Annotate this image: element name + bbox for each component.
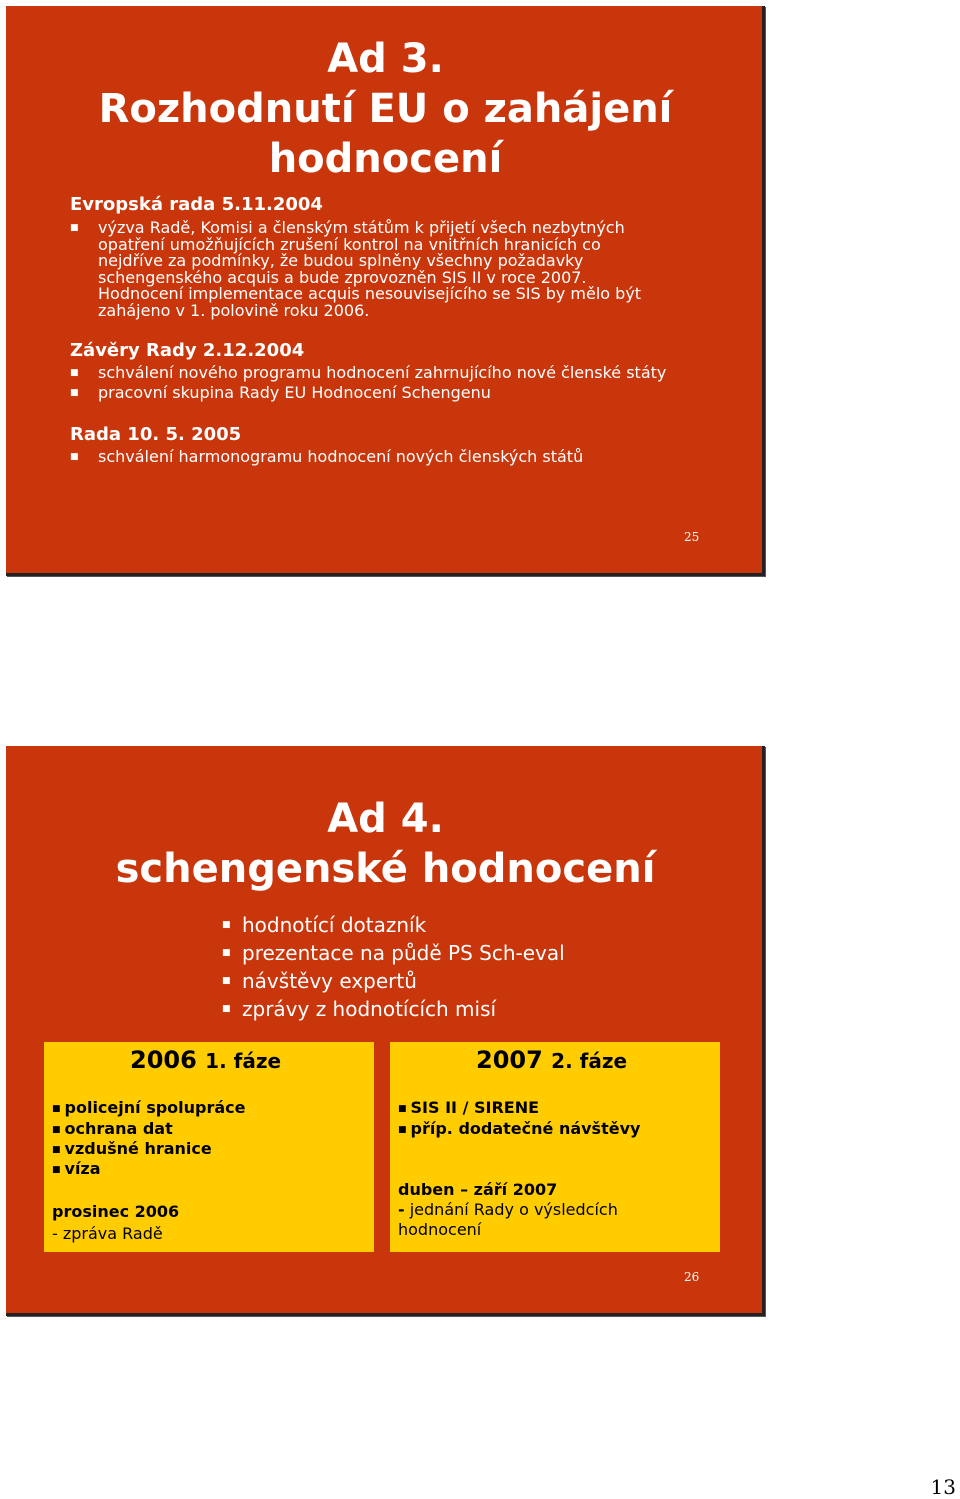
bullet-text-line: opatření umožňujících zrušení kontrol na vnitřních hranicích co [98, 234, 601, 254]
slide-title-line: Rozhodnutí EU o zahájení [98, 86, 673, 132]
phase-note-text: - zpráva Radě [52, 1224, 163, 1243]
slide-page-number: 25 [684, 530, 700, 544]
list-item: ■ hodnotící dotazník [222, 913, 427, 937]
evaluation-list [220, 911, 565, 1023]
phase-note-heading: duben – září 2007 [398, 1180, 558, 1199]
bullet-text: schválení harmonogramu hodnocení nových členských států [98, 447, 584, 466]
phase-2-box [390, 1042, 720, 1252]
phase-item: ■ SIS II / SIRENE [398, 1098, 540, 1117]
bullet-icon: ■ [222, 976, 231, 986]
slide-25 [6, 6, 765, 576]
bullet-icon: ■ [70, 452, 79, 462]
phase-item: ■ víza [52, 1159, 101, 1178]
bullet-icon: ■ [52, 1165, 61, 1175]
bullet-icon: ■ [52, 1125, 61, 1135]
list-item: ■ prezentace na půdě PS Sch-eval [222, 941, 565, 965]
bullet-text: pracovní skupina Rady EU Hodnocení Schengenu [98, 383, 491, 402]
bullet-icon: ■ [70, 223, 79, 233]
section-heading: Rada 10. 5. 2005 [70, 424, 242, 445]
bullet-icon: ■ [52, 1104, 61, 1114]
bullet-text-line: nejdříve za podmínky, že budou splněny všechny požadavky [98, 251, 584, 270]
phase-heading [130, 1046, 281, 1074]
phase-item: ■ ochrana dat [52, 1119, 173, 1138]
phase-item: ■ vzdušné hranice [52, 1139, 212, 1158]
bullet-text-line: zahájeno v 1. polovině roku 2006. [98, 300, 370, 320]
phase-year: 2007 [476, 1046, 543, 1074]
bullet-icon: ■ [398, 1125, 407, 1135]
slide-title-line: schengenské hodnocení [115, 846, 656, 892]
phase-note-text: - jednání Rady o výsledcích [398, 1200, 618, 1219]
phase-1-box [44, 1042, 374, 1252]
phase-label: 2. fáze [551, 1049, 628, 1073]
bullet-text-line: Hodnocení implementace acquis nesouvisejícího se SIS by mělo být [98, 284, 642, 303]
phase-note-heading: prosinec 2006 [52, 1202, 180, 1221]
phase-item: ■ policejní spolupráce [52, 1098, 246, 1117]
document-page-number: 13 [930, 1475, 956, 1499]
phase-heading [476, 1046, 627, 1074]
phase-label: 1. fáze [205, 1049, 282, 1073]
bullet-text-line: schengenského acquis a bude zprovozněn SIS II v roce 2007. [98, 267, 587, 287]
section-heading: Závěry Rady 2.12.2004 [70, 340, 305, 361]
bullet-icon: ■ [222, 1004, 231, 1014]
list-item: ■ návštěvy expertů [222, 969, 417, 993]
bullet-icon: ■ [398, 1104, 407, 1114]
section-heading: Evropská rada 5.11.2004 [70, 194, 323, 215]
bullet-icon: ■ [222, 948, 231, 958]
phase-year: 2006 [130, 1046, 197, 1074]
phase-note-text: hodnocení [398, 1220, 482, 1239]
bullet-icon: ■ [70, 388, 79, 398]
slide-title-line: Ad 4. [327, 796, 444, 842]
bullet-icon: ■ [222, 920, 231, 930]
bullet-icon: ■ [70, 368, 79, 378]
bullet-icon: ■ [52, 1145, 61, 1155]
slide-26 [6, 746, 765, 1316]
list-item: ■ zprávy z hodnotících misí [222, 997, 497, 1021]
bullet-text-line: výzva Radě, Komisi a členským státům k přijetí všech nezbytných [98, 218, 625, 237]
slide-title-line: Ad 3. [327, 36, 444, 82]
slide-title-line: hodnocení [268, 136, 503, 182]
bullet-text: schválení nového programu hodnocení zahrnujícího nové členské státy [98, 363, 667, 382]
phase-item: ■ příp. dodatečné návštěvy [398, 1119, 641, 1138]
slide-page-number: 26 [684, 1270, 700, 1284]
